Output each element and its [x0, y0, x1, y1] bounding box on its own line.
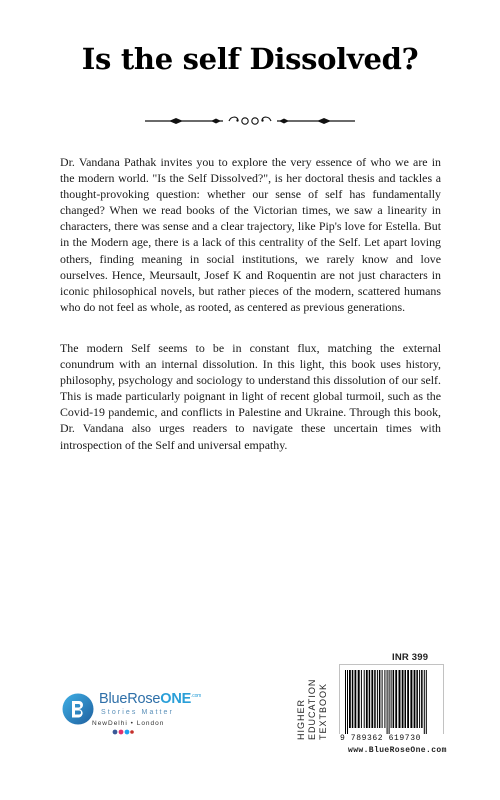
bluerose-logo-icon [62, 693, 94, 725]
category-line-education: EDUCATION [307, 678, 317, 740]
publisher-name-part2: ONE [160, 691, 192, 707]
publisher-name [99, 691, 201, 707]
price-label: INR 399 [392, 652, 429, 663]
barcode-bars [339, 664, 444, 736]
category-line-higher: HIGHER [296, 698, 306, 740]
ornament-divider [145, 111, 355, 131]
isbn-barcode [339, 664, 444, 743]
book-title: Is the self Dissolved? [81, 42, 419, 76]
isbn-digits: 9 789362 619730 [339, 734, 444, 743]
publisher-name-suffix: .com [191, 693, 202, 700]
publisher-cities: NewDelhi • London [92, 720, 165, 727]
blurb-paragraph-1: Dr. Vandana Pathak invites you to explore the very essence of who we are in the modern world. "Is the Self Dissolved?", is her doctoral thesis and tackles a thought-provoking question: whether our sense of self has fundamentally changed? When we read books of the Victorian times, we saw a linearity in characters, there was sense and a clear trajectory, like Pip's love for Estella. But in the Modern age, there is a lack of this centrality of the Self. Let apart loving others, finding meaning in social institutions, we rarely know and love ourselves. Hence, Meursault, Josef K and Roquentin are not just characters in iconic philosophical novels, but rather pieces of the modern, scattered humans who do not feel as whole, as rooted, as centered as previous generations. [60, 155, 441, 314]
category-line-textbook: TEXTBOOK [318, 682, 328, 740]
blurb-paragraph-2: The modern Self seems to be in constant flux, matching the external conundrum with an internal dissolution. In this light, this book uses history, philosophy, psychology and sociology to understand this dissolution of our self. This is made particularly poignant in light of recent global turmoil, such as the Covid-19 pandemic, and conflicts in Palestine and Ukraine. Through this book, Dr. Vandana also urges readers to navigate these uncertain times with introspection of the Self and universal empathy. [60, 341, 441, 452]
publisher-name-part1: BlueRose [99, 691, 161, 707]
social-media-icons [112, 729, 134, 735]
publisher-website: www.BlueRoseOne.com [348, 746, 447, 755]
publisher-tagline: Stories Matter [101, 709, 174, 716]
